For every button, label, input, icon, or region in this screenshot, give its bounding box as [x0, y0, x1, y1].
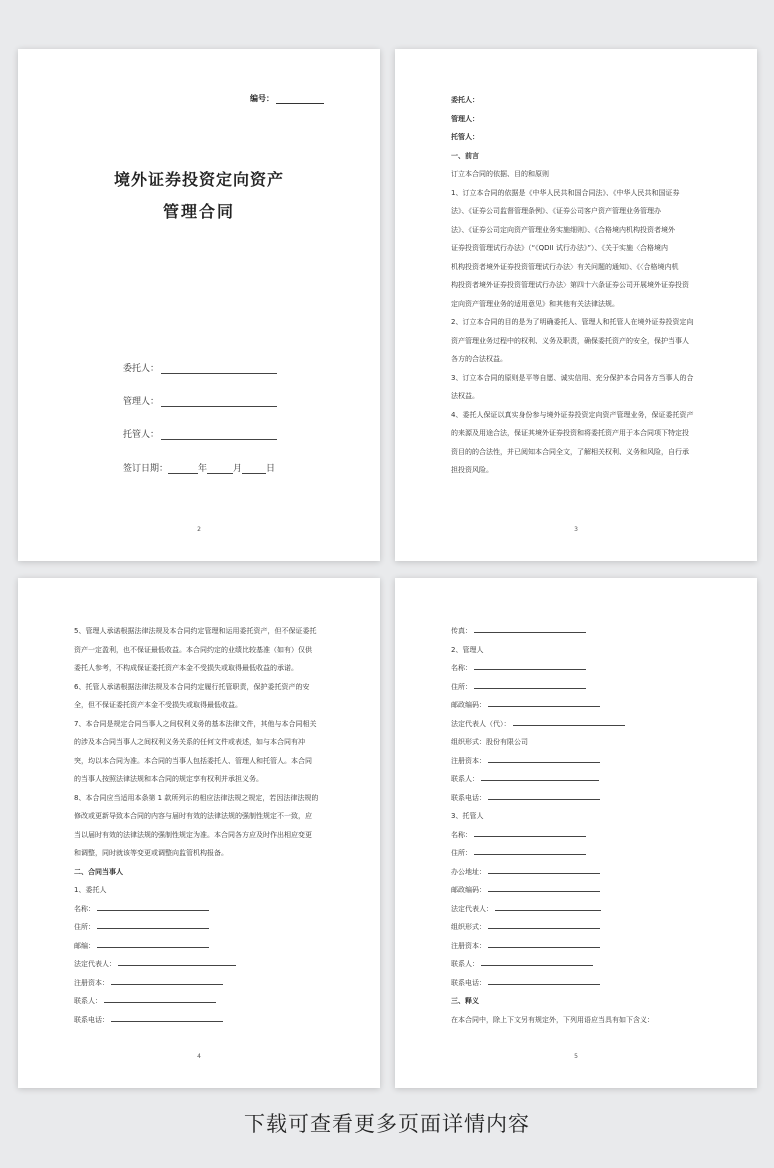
paragraph-line: 8、本合同应当适用本条第 1 款所列示的相应法律法规之规定，若因法律法规的 [74, 793, 319, 802]
field-blank [488, 976, 600, 985]
field-label: 注册资本： [74, 978, 109, 987]
field-blank [474, 828, 586, 837]
field-label: 联系电话： [451, 793, 486, 802]
page-body [451, 91, 705, 480]
form-field [451, 678, 705, 697]
download-caption: 下载可查看更多页面详情内容 [244, 1112, 530, 1136]
form-field [451, 789, 705, 808]
paragraph-line: 修改或更新导致本合同的内容与届时有效的法律法规的强制性规定不一致，应 [74, 812, 312, 820]
paragraph-line: 4、委托人保证以真实身份参与境外证券投资定向资产管理业务，保证委托资产 [451, 410, 694, 419]
paragraph-line: 5、管理人承诺根据法律法规及本合同约定管理和运用委托资产，但不保证委托 [74, 627, 317, 635]
field-blank [481, 957, 593, 966]
form-field [451, 752, 705, 771]
field-label: 邮政编码： [451, 701, 486, 709]
sub-heading: 1、委托人 [74, 886, 107, 894]
sub-heading: 3、托管人 [451, 812, 484, 820]
paragraph-line: 在本合同中，除上下文另有规定外，下列用语应当具有如下含义： [451, 1015, 654, 1024]
serial-label: 编号： [250, 94, 274, 103]
field-label: 联系电话： [74, 1015, 109, 1024]
field-label: 联系电话： [451, 978, 486, 987]
section-heading: 二、合同当事人 [74, 867, 123, 876]
form-field [74, 955, 328, 974]
page-parties [18, 578, 380, 1088]
form-field [74, 937, 328, 956]
manager-signature-field [123, 394, 277, 407]
paragraph-line: 各方的合法权益。 [451, 355, 507, 363]
field-blank [474, 661, 586, 670]
sub-heading: 2、管理人 [451, 645, 484, 654]
paragraph-line: 的涉及本合同当事人之间权利义务关系的任何文件或表述，如与本合同有冲 [74, 738, 305, 746]
field-blank [488, 865, 600, 874]
field-blank [474, 846, 586, 855]
page-number: 3 [574, 526, 578, 533]
paragraph-line: 定向资产管理业务的适用意见》和其他有关法律法规。 [451, 299, 619, 308]
client-signature-field [123, 361, 277, 374]
form-field [74, 900, 328, 919]
page-body [74, 622, 328, 1029]
paragraph-line: 2、订立本合同的目的是为了明确委托人、管理人和托管人在境外证券投资定向 [451, 318, 694, 326]
field-blank [111, 1013, 223, 1022]
field-label: 住所： [451, 849, 472, 857]
page-cover [18, 49, 380, 561]
paragraph-line: 和调整，同时就该等变更或调整向监管机构报备。 [74, 849, 228, 857]
field-label: 法定代表人： [74, 960, 116, 968]
paragraph-line: 证券投资管理试行办法》（“《QDII 试行办法》”）、《关于实施〈合格境内 [451, 244, 669, 252]
signing-date-field [123, 461, 275, 474]
custodian-label: 托管人： [451, 133, 479, 141]
field-label: 住所： [74, 923, 95, 931]
field-label: 注册资本： [451, 756, 486, 765]
field-label: 名称： [451, 664, 472, 672]
field-blank [97, 902, 209, 911]
paragraph-line: 资产管理业务过程中的权利、义务及职责，确保委托资产的安全，保护当事人 [451, 336, 689, 345]
year-label: 年 [198, 464, 208, 474]
field-label: 联系人： [451, 775, 479, 783]
field-label: 名称： [74, 904, 95, 913]
form-field [451, 622, 705, 641]
field-blank [488, 939, 600, 948]
manager-blank [161, 396, 277, 407]
paragraph-line: 突，均以本合同为准。本合同的当事人包括委托人、管理人和托管人。本合同 [74, 756, 312, 765]
field-label: 联系人： [74, 997, 102, 1005]
field-blank [488, 791, 600, 800]
page-parties-continued [395, 578, 757, 1088]
year-blank [168, 463, 198, 474]
paragraph-line: 的来源及用途合法，保证其境外证券投资和将委托资产用于本合同项下特定投 [451, 429, 689, 437]
field-blank [111, 976, 223, 985]
client-label: 委托人： [451, 96, 479, 104]
paragraph-line: 7、本合同是规定合同当事人之间权利义务的基本法律文件，其他与本合同相关 [74, 719, 317, 728]
field-label: 联系人： [451, 960, 479, 968]
field-blank [118, 957, 236, 966]
field-blank [488, 754, 600, 763]
form-field [451, 715, 705, 734]
form-field [451, 826, 705, 845]
paragraph-line: 1、订立本合同的依据是《中华人民共和国合同法》、《中华人民共和国证券 [451, 188, 680, 197]
form-field [451, 696, 705, 715]
form-field [451, 844, 705, 863]
field-label: 办公地址： [451, 867, 486, 876]
section-heading: 一、前言 [451, 151, 479, 160]
field-label: 名称： [451, 830, 472, 839]
contract-title-line1: 境外证券投资定向资产 [113, 170, 284, 189]
page-body [451, 622, 705, 1029]
day-label: 日 [266, 464, 276, 474]
field-blank [513, 717, 625, 726]
form-field [451, 918, 705, 937]
org-form-line: 组织形式：股份有限公司 [451, 738, 528, 746]
section-heading: 三、释义 [451, 997, 479, 1005]
paragraph-line: 委托人参考，不构成保证委托资产本金不受损失或取得最低收益的承诺。 [74, 664, 298, 672]
paragraph-line: 资产一定盈利，也不保证最低收益。本合同约定的业绩比较基准（如有）仅供 [74, 645, 312, 654]
paragraph-line: 机构投资者境外证券投资管理试行办法〉有关问题的通知》、《〈合格境内机 [451, 262, 679, 271]
field-blank [481, 772, 599, 781]
paragraph-line: 3、订立本合同的原则是平等自愿、诚实信用、充分保护本合同各方当事人的合 [451, 373, 694, 382]
field-label: 邮编： [74, 941, 95, 950]
page-number: 5 [574, 1053, 578, 1060]
paragraph-line: 担投资风险。 [451, 466, 493, 474]
serial-number-field [250, 93, 324, 104]
form-field [451, 955, 705, 974]
field-blank [97, 920, 209, 929]
form-field [451, 770, 705, 789]
paragraph-line: 6、托管人承诺根据法律法规及本合同约定履行托管职责，保护委托资产的安 [74, 682, 310, 691]
field-label: 法定代表人（代）： [451, 719, 511, 728]
form-field [451, 937, 705, 956]
form-field [451, 900, 705, 919]
paragraph-line: 法权益。 [451, 392, 479, 400]
page-number: 2 [197, 526, 201, 533]
page-number: 4 [197, 1053, 201, 1060]
form-field [74, 1011, 328, 1030]
field-blank [495, 902, 601, 911]
field-label: 注册资本： [451, 941, 486, 950]
day-blank [242, 463, 266, 474]
paragraph-intro: 订立本合同的依据、目的和原则 [451, 170, 549, 178]
field-blank [488, 698, 600, 707]
manager-label: 管理人： [123, 397, 160, 407]
month-label: 月 [233, 464, 243, 474]
paragraph-line: 当以届时有效的法律法规的强制性规定为准。本合同各方应及时作出相应变更 [74, 830, 312, 839]
form-field [74, 918, 328, 937]
client-blank [161, 363, 277, 374]
field-label: 住所： [451, 682, 472, 691]
field-label: 组织形式： [451, 923, 486, 931]
field-blank [488, 883, 600, 892]
form-field [74, 992, 328, 1011]
field-blank [488, 920, 600, 929]
manager-label: 管理人： [451, 114, 479, 123]
date-label: 签订日期： [123, 464, 169, 474]
paragraph-line: 全，但不保证委托资产本金不受损失或取得最低收益。 [74, 701, 242, 709]
form-field [451, 974, 705, 993]
paragraph-line: 法》、《证券公司监督管理条例》、《证券公司客户资产管理业务管理办 [451, 207, 661, 215]
field-label: 法定代表人： [451, 904, 493, 913]
field-label: 邮政编码： [451, 886, 486, 894]
paragraph-line: 资目的的合法性，并已阅知本合同全文，了解相关权利、义务和风险，自行承 [451, 447, 689, 456]
paragraph-line: 法》、《证券公司定向资产管理业务实施细则》、《合格境内机构投资者境外 [451, 225, 675, 234]
field-blank [474, 680, 586, 689]
contract-title-line2: 管理合同 [162, 202, 235, 221]
field-blank [104, 994, 216, 1003]
field-blank [474, 624, 586, 633]
custodian-blank [161, 429, 277, 440]
form-field [451, 659, 705, 678]
client-label: 委托人： [123, 364, 160, 374]
field-blank [97, 939, 209, 948]
custodian-signature-field [123, 427, 277, 440]
form-field [74, 974, 328, 993]
field-label: 传真： [451, 627, 472, 635]
month-blank [207, 463, 233, 474]
serial-blank [276, 95, 324, 104]
paragraph-line: 的当事人按照法律法规和本合同的规定享有权利并承担义务。 [74, 775, 263, 783]
form-field [451, 863, 705, 882]
custodian-label: 托管人： [123, 430, 160, 440]
form-field [451, 881, 705, 900]
page-preface [395, 49, 757, 561]
paragraph-line: 构投资者境外证券投资管理试行办法〉第四十六条证券公司开展境外证券投资 [451, 281, 689, 289]
